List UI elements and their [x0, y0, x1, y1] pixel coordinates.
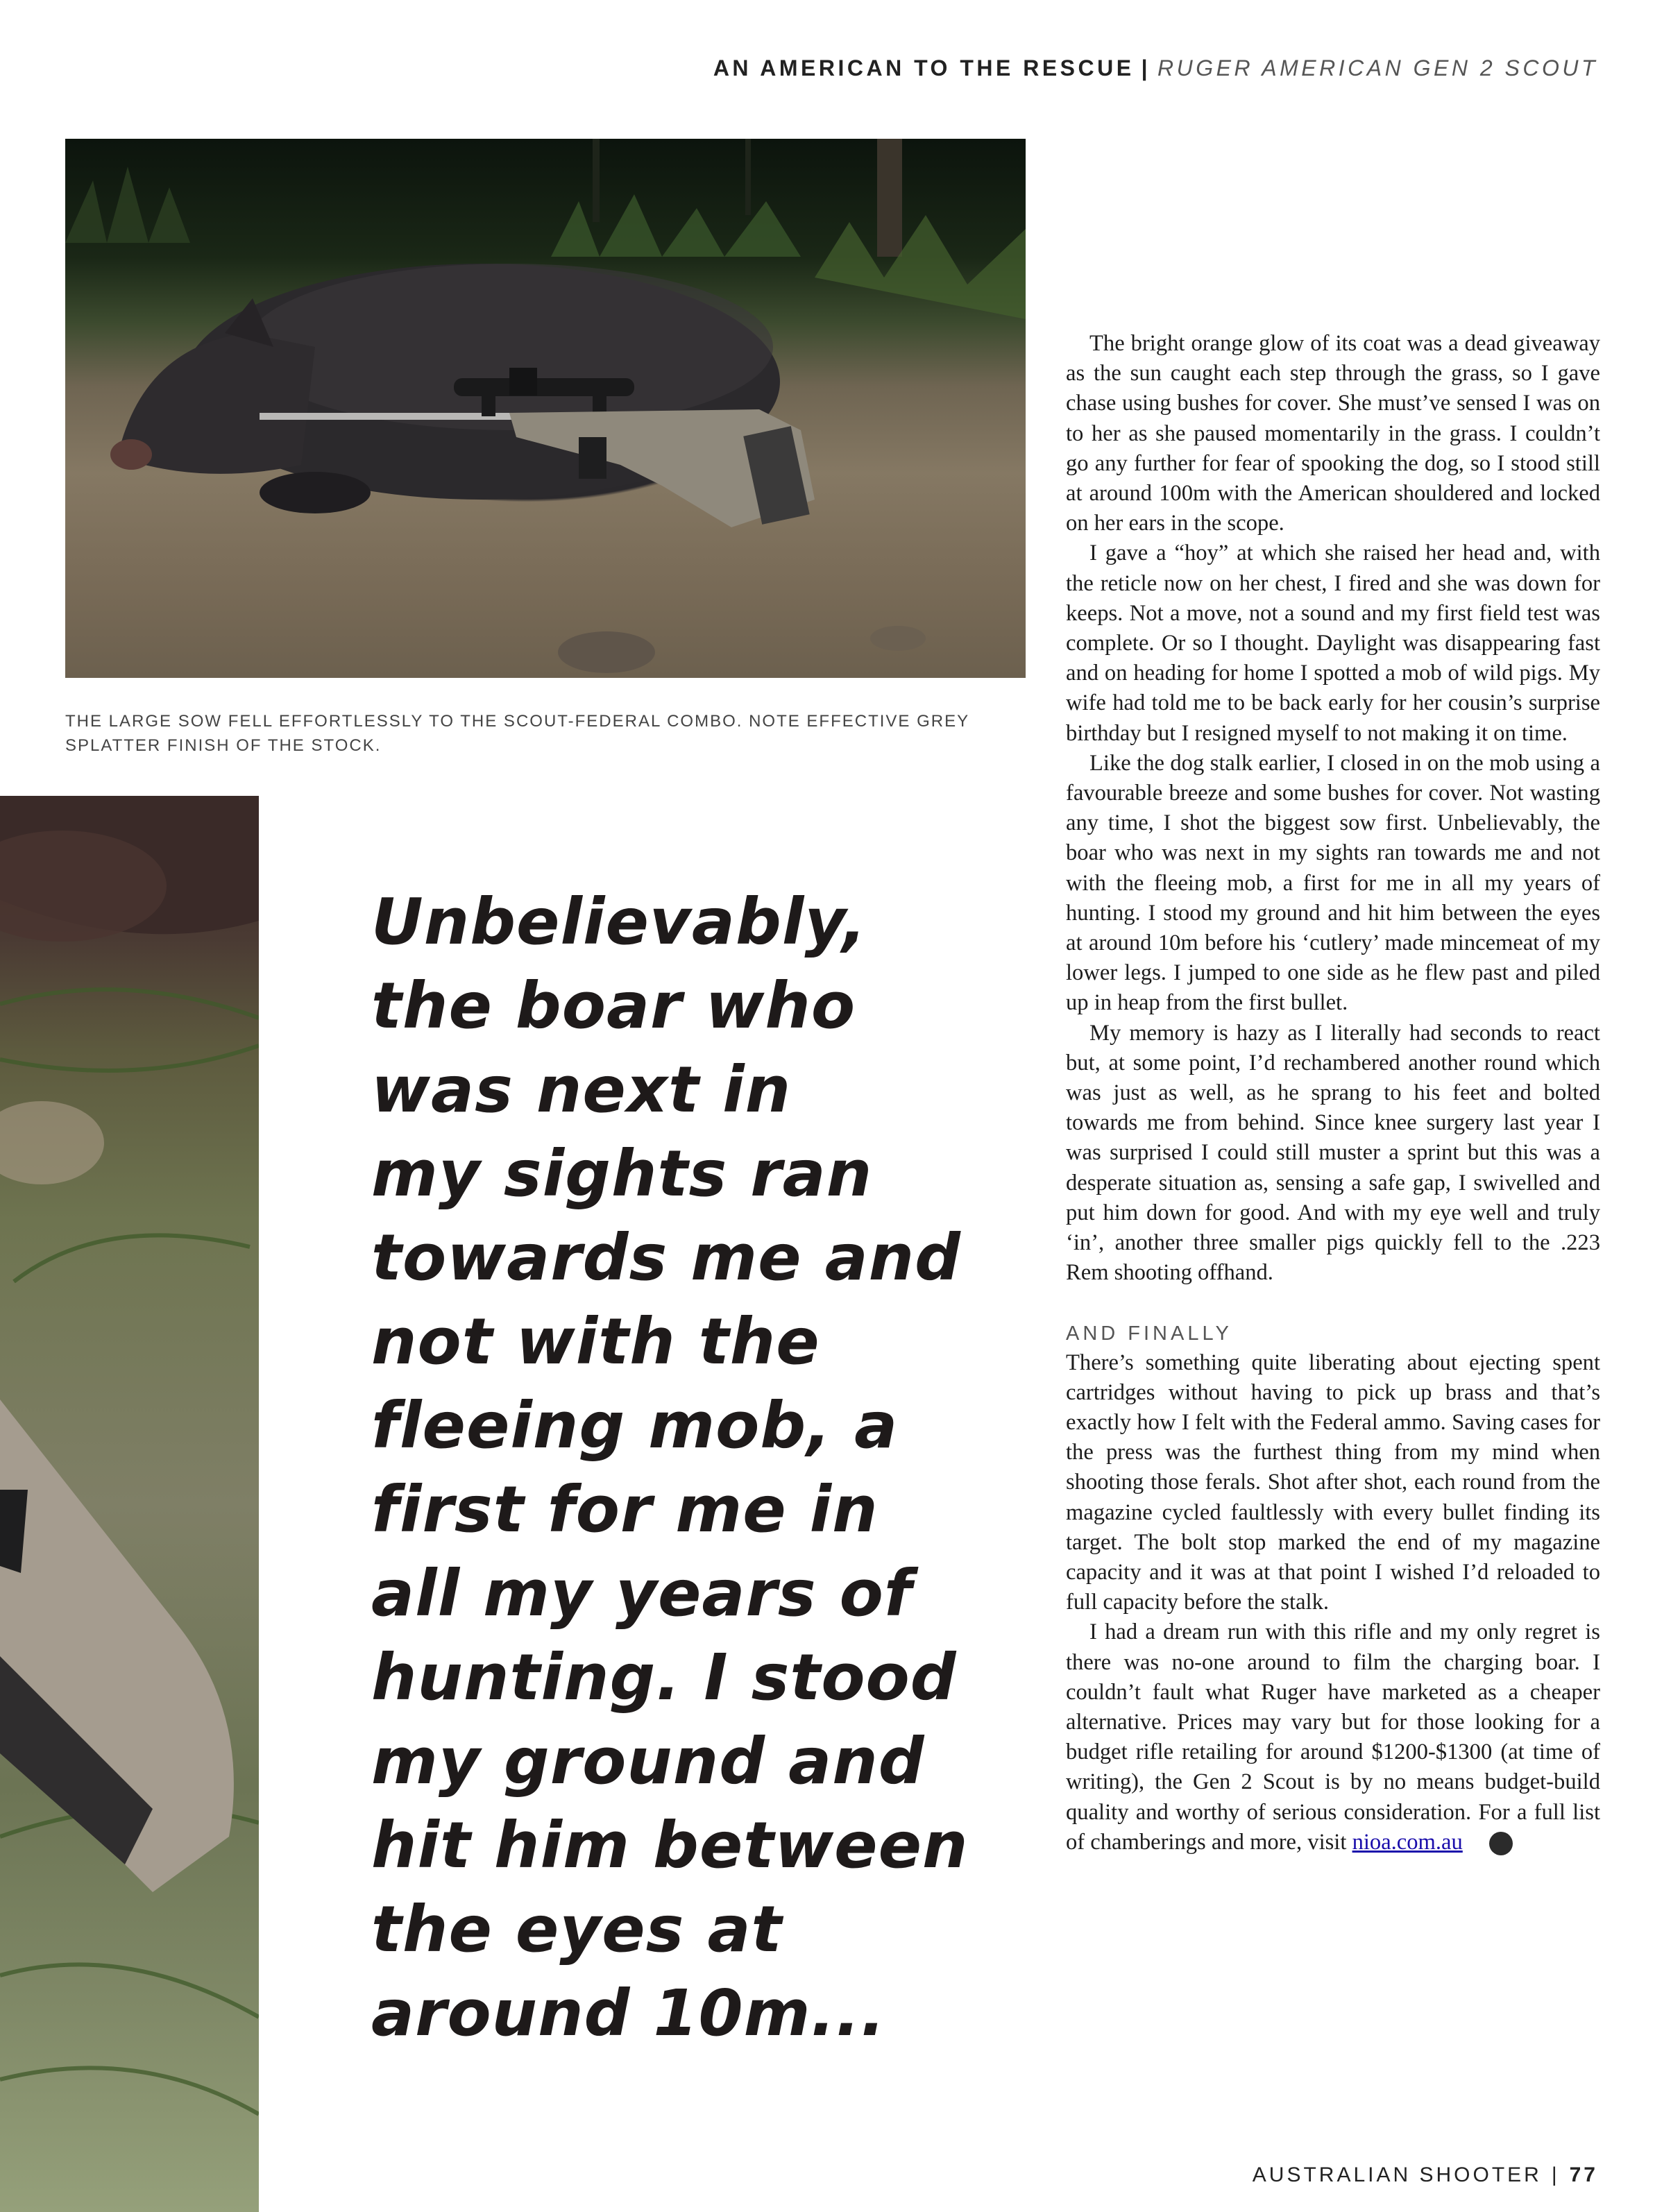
photo-caption: THE LARGE SOW FELL EFFORTLESSLY TO THE SCOUT-FEDERAL COMBO. NOTE EFFECTIVE GREY SPLATTER FINISH OF THE STOCK. — [65, 712, 969, 755]
rifle-stock-closeup-photo — [0, 796, 259, 2212]
boar-rifle-photo — [65, 139, 1026, 678]
running-header — [713, 56, 1598, 81]
pull-quote-line: towards me and — [371, 1220, 961, 1295]
body-paragraph: There’s something quite liberating about ejecting spent cartridges without having to pick up brass and that’s exactly how I felt with the Federal ammo. Saving cases for the press was the furthest thing from my mind when shooting those ferals. Shot after shot, each round from the magazine cycled faultlessly with every bullet finding its target. The bolt stop marked the end of my magazine capacity and it was at that point I wished I’d reloaded to full capacity before the stalk. — [1066, 1350, 1600, 1615]
body-paragraph: My memory is hazy as I literally had seconds to react but, at some point, I’d rechambered another round which was just as well, as he sprang to his feet and bolted towards me from behind. Since knee surgery last year I was surprised I could still muster a sprint but this was a desperate situation as, sensing a safe gap, I swivelled and put him down for good. And with my eye well and truly ‘in’, another three smaller pigs quickly fell to the .223 Rem shooting offhand. — [1066, 1020, 1600, 1286]
pull-quote-line: was next in — [371, 1053, 792, 1127]
nioa-link[interactable]: nioa.com.au — [1352, 1829, 1463, 1855]
boar-photo-illustration — [65, 139, 1026, 678]
body-paragraph-final — [1066, 1617, 1600, 1857]
publication-name: AUSTRALIAN SHOOTER — [1252, 2163, 1542, 2186]
page-number: 77 — [1569, 2163, 1598, 2186]
header-separator: | — [1141, 56, 1151, 80]
pull-quote-line: Unbelievably, — [371, 885, 867, 959]
pull-quote-line: hit him between — [371, 1808, 969, 1882]
pull-quote-line: around 10m... — [371, 1976, 886, 2050]
pull-quote-line: my ground and — [371, 1724, 925, 1798]
pull-quote-line: not with the — [371, 1304, 820, 1379]
stock-closeup-illustration — [0, 796, 259, 2212]
subheading: AND FINALLY — [1066, 1322, 1232, 1345]
section-subtitle: RUGER AMERICAN GEN 2 SCOUT — [1157, 56, 1598, 80]
final-paragraph-text: I had a dream run with this rifle and my only regret is there was no-one around to film the charging boar. I couldn’t fault what Ruger have marketed as a cheaper alternative. Prices may vary but for those looking for a budget rifle retailing for around $1200-$1300 (at time of writing), the Gen 2 Scout is by no means budget-build quality and worthy of serious consideration. For a full list of chamberings and more, visit — [1066, 1619, 1600, 1855]
pull-quote-line: the eyes at — [371, 1892, 783, 1966]
pull-quote-line: all my years of — [371, 1556, 913, 1631]
body-paragraph: The bright orange glow of its coat was a dead giveaway as the sun caught each step through the grass, so I gave chase using bushes for cover. She must’ve sensed I was on to her as she paused momentarily in the grass. I couldn’t go any further for fear of spooking the dog, so I stood still at around 100m with the American shouldered and locked on her ears in the scope. — [1066, 331, 1600, 536]
article-body — [1066, 329, 1600, 1857]
pull-quote-line: first for me in — [371, 1472, 879, 1547]
pull-quote — [371, 880, 996, 2055]
pull-quote-line: the boar who — [371, 969, 856, 1043]
footer-separator: | — [1551, 2163, 1560, 2186]
body-paragraph: Like the dog stalk earlier, I closed in on the mob using a favourable breeze and some bushes for cover. Not wasting any time, I shot the biggest sow first. Unbelievably, the boar who was next in my sights ran towards me and not with the fleeing mob, a first for me in all my years of hunting. I stood my ground and hit him between the eyes at around 10m before his ‘cutlery’ made mincemeat of my lower legs. I jumped to one side as he flew past and piled up in heap from the first bullet. — [1066, 750, 1600, 1016]
pull-quote-line: my sights ran — [371, 1137, 873, 1211]
section-title: AN AMERICAN TO THE RESCUE — [713, 56, 1135, 80]
pull-quote-line: fleeing mob, a — [371, 1388, 899, 1463]
page-footer — [1253, 2163, 1598, 2187]
body-paragraph: I gave a “hoy” at which she raised her head and, with the reticle now on her chest, I fired and she was down for keeps. Not a move, not a sound and my first field test was complete. Or so I thought. Daylight was disappearing fast and on heading for home I spotted a mob of wild pigs. My wife had told me to be back early for her cousin’s surprise birthday but I resigned myself to not making it on time. — [1066, 541, 1600, 746]
end-of-article-icon — [1489, 1832, 1513, 1855]
pull-quote-line: hunting. I stood — [371, 1640, 957, 1715]
